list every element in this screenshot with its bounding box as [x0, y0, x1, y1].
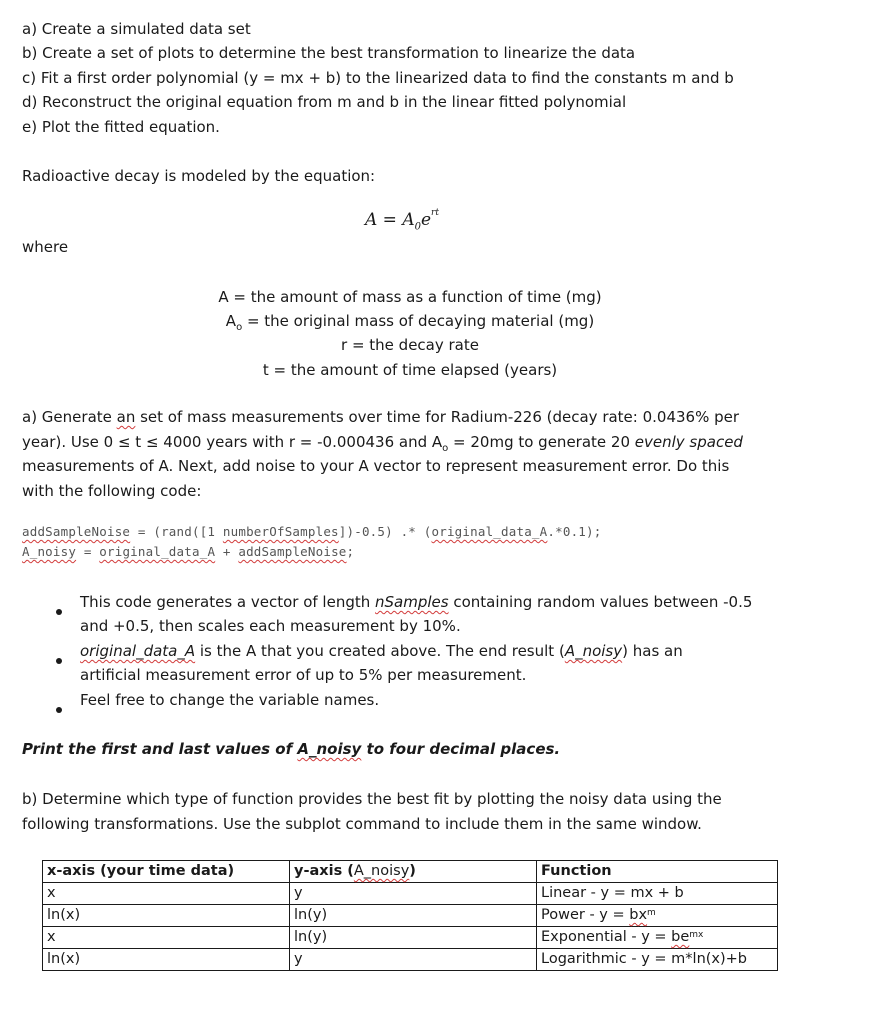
bullet-2-line1: original_data_A is the A that you created above. The end result (A_noisy) has an — [80, 642, 683, 660]
cell-x: x — [43, 927, 290, 949]
step-c: c) Fit a first order polynomial (y = mx + b) to the linearized data to find the constants m and b — [22, 69, 734, 87]
definition-a0: $A_o$ = the original mass of decaying material (mg) — [225, 312, 595, 333]
cell-x: ln(x) — [43, 905, 290, 927]
step-b: b) Create a set of plots to determine the best transformation to linearize the data — [22, 44, 636, 62]
table-row — [43, 949, 778, 971]
cell-y: ln(y) — [290, 905, 537, 927]
part-a-line2: year). Use 0 ≤ t ≤ 4000 years with r = -0.000436 and $A_o = 20mg$ to generate 20 evenly spaced — [22, 433, 743, 454]
part-a-line3: measurements of A. Next, add noise to your A vector to represent measurement error. Do this — [22, 457, 730, 475]
cell-y: y — [290, 883, 537, 905]
header-function: Function — [537, 861, 778, 883]
cell-function: Linear - y = mx + b — [537, 883, 778, 905]
intro-text: Radioactive decay is modeled by the equation: — [22, 167, 376, 185]
bullet-2-line2: artificial measurement error of up to 5% per measurement. — [80, 666, 527, 684]
code-line-1: addSampleNoise = (rand([1 numberOfSamples])-0.5) .* (original_data_A.*0.1); — [22, 524, 602, 539]
bullet-dot-3 — [56, 698, 62, 717]
header-y-axis: y-axis (A_noisy) — [290, 861, 537, 883]
where-label: where — [22, 238, 69, 256]
header-x-axis: x-axis (your time data) — [43, 861, 290, 883]
bullet-1-line1: This code generates a vector of length nSamples containing random values between -0.5 — [80, 593, 753, 611]
step-a: a) Create a simulated data set — [22, 20, 251, 38]
table-row — [43, 905, 778, 927]
cell-x: ln(x) — [43, 949, 290, 971]
cell-function: Exponential - $y = be^{mx}$ — [537, 927, 778, 949]
part-a-line4: with the following code: — [22, 482, 202, 500]
part-a-line1: a) Generate an set of mass measurements over time for Radium-226 (decay rate: 0.0436% per — [22, 408, 740, 426]
part-b-line2: following transformations. Use the subplot command to include them in the same window. — [22, 815, 702, 833]
print-instruction: Print the first and last values of A_noisy to four decimal places. — [22, 740, 561, 758]
definition-a: A = the amount of mass as a function of time (mg) — [218, 288, 602, 306]
step-d: d) Reconstruct the original equation from m and b in the linear fitted polynomial — [22, 93, 627, 111]
cell-x: x — [43, 883, 290, 905]
cell-function: Power - $y = bx^m$ — [537, 905, 778, 927]
code-line-2: A_noisy = original_data_A + addSampleNoise; — [22, 544, 355, 559]
step-e: e) Plot the fitted equation. — [22, 118, 220, 136]
table-header-row — [43, 861, 778, 883]
table-row — [43, 927, 778, 949]
definition-r: r = the decay rate — [341, 336, 479, 354]
decay-equation: $A = A_0e^{rt}$ — [365, 208, 439, 233]
definition-t: t = the amount of time elapsed (years) — [262, 361, 558, 379]
cell-y: y — [290, 949, 537, 971]
bullet-dot-1 — [56, 600, 62, 619]
table-row — [43, 883, 778, 905]
bullet-1-line2: and +0.5, then scales each measurement by 10%. — [80, 617, 461, 635]
bullet-dot-2 — [56, 649, 62, 668]
transformation-table — [42, 860, 778, 971]
cell-function: Logarithmic - y = m*ln(x)+b — [537, 949, 778, 971]
part-b-line1: b) Determine which type of function provides the best fit by plotting the noisy data using the — [22, 790, 722, 808]
cell-y: ln(y) — [290, 927, 537, 949]
bullet-3-line1: Feel free to change the variable names. — [80, 691, 380, 709]
